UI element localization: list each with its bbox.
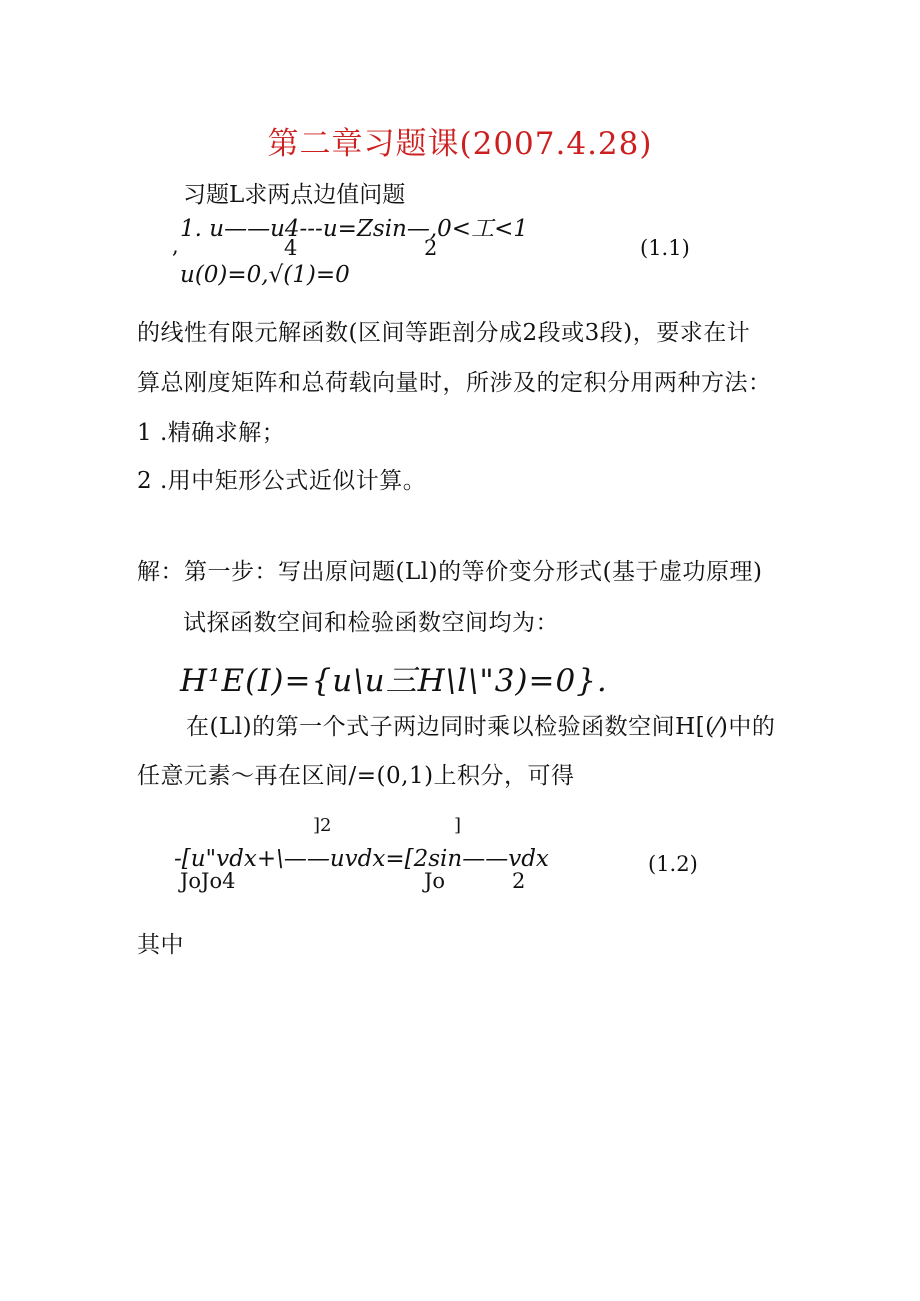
equation-1-number: (1.1) (640, 236, 690, 260)
equation-2-sub-left: JoJo4 (180, 869, 236, 893)
equation-2-sup-right: ] (454, 815, 462, 836)
paragraph-line-1: 的线性有限元解函数(区间等距剖分成2段或3段)，要求在计 (137, 320, 751, 346)
equation-2-main: -[u"vdx+\——uvdx=[2sin——vdx (174, 846, 549, 872)
list-item-1: 1 .精确求解； (137, 420, 286, 446)
equation-1-main: 1. u——u4---u=Zsin—,0<工<1 (180, 216, 528, 242)
qizhong-text: 其中 (137, 932, 184, 958)
boundary-conditions: u(0)=0,√(1)=0 (180, 262, 350, 288)
solution-step-1: 解：第一步：写出原问题(Ll)的等价变分形式(基于虚功原理) (137, 559, 763, 585)
equation-2-number: (1.2) (648, 852, 698, 876)
paragraph-line-2: 算总刚度矩阵和总荷载向量时，所涉及的定积分用两种方法： (137, 370, 772, 396)
paragraph-line-3: 在(Ll)的第一个式子两边同时乘以检验函数空间H[(⁄)中的 (186, 714, 776, 740)
paragraph-line-4: 任意元素～再在区间/=(0,1)上积分，可得 (137, 763, 575, 789)
space-intro: 试探函数空间和检验函数空间均为： (183, 610, 559, 636)
equation-1-comma: , (172, 234, 179, 258)
equation-1-denominator-4: 4 (284, 236, 298, 260)
page-title: 第二章习题课(2007.4.28) (267, 126, 653, 162)
equation-2-sub-mid: Jo (424, 869, 446, 893)
equation-2-sub-right: 2 (512, 869, 526, 893)
equation-2-sup-left: ]2 (313, 815, 332, 836)
problem-heading: 习题L求两点边值问题 (183, 182, 406, 208)
space-formula: H¹E(I)={u\u三H\l\"3)=0}. (180, 663, 608, 699)
list-item-2: 2 .用中矩形公式近似计算。 (137, 468, 427, 494)
equation-1-denominator-2: 2 (424, 236, 438, 260)
